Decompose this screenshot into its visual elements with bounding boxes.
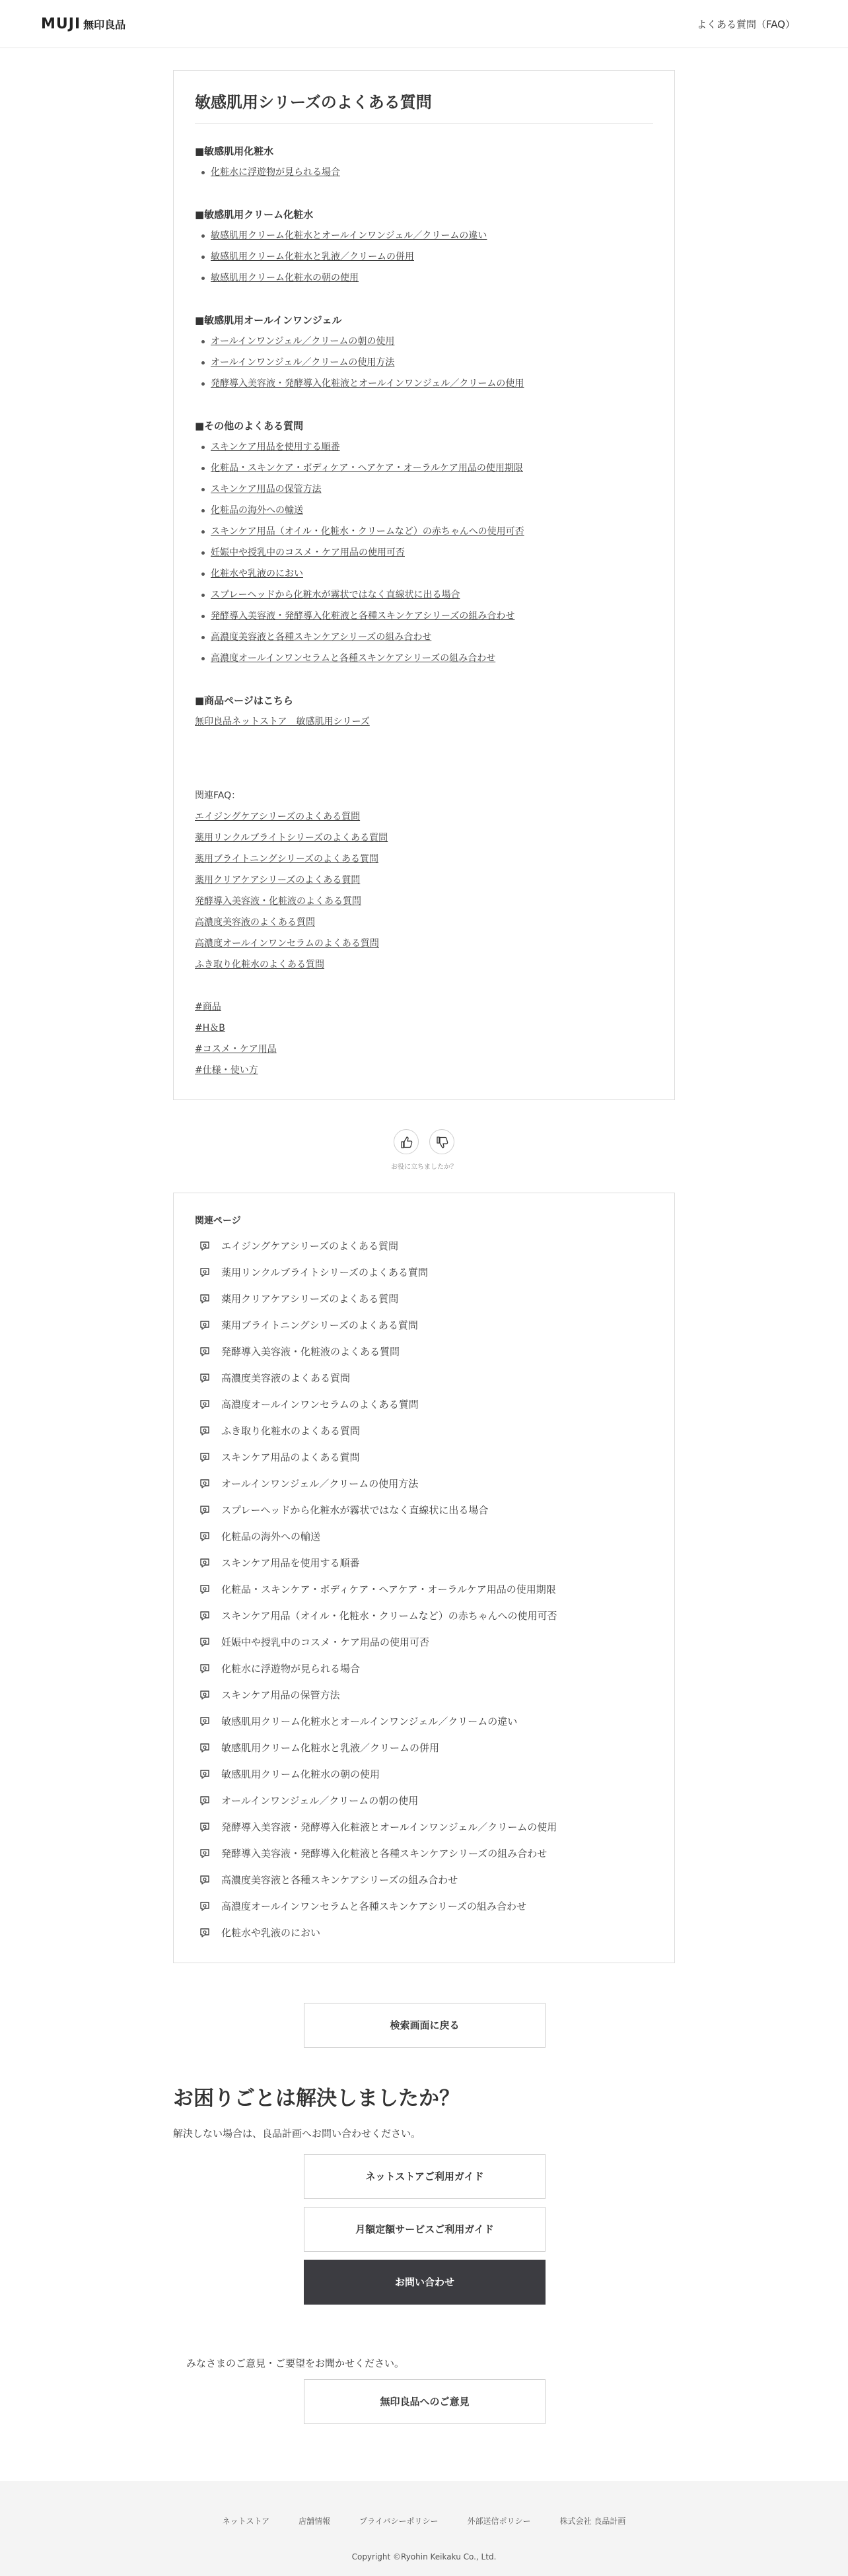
faq-list-item xyxy=(195,627,653,648)
related-page-label: 薬用ブライトニングシリーズのよくある質問 xyxy=(221,1319,418,1331)
faq-list-item xyxy=(195,479,653,500)
related-faq-link[interactable]: 高濃度美容液のよくある質問 xyxy=(195,917,315,928)
related-page-item[interactable] xyxy=(195,1655,653,1682)
related-page-item[interactable] xyxy=(195,1391,653,1418)
q-bubble-icon xyxy=(199,1399,211,1410)
faq-list-item xyxy=(195,436,653,458)
related-page-item[interactable] xyxy=(195,1603,653,1629)
related-page-label: 発酵導入美容液・化粧液のよくある質問 xyxy=(221,1346,400,1358)
tag-link[interactable]: #商品 xyxy=(195,1002,221,1012)
faq-list-item xyxy=(195,521,653,542)
tag-link[interactable]: #仕様・使い方 xyxy=(195,1065,258,1076)
related-page-label: 妊娠中や授乳中のコスメ・ケア用品の使用可否 xyxy=(221,1636,430,1648)
q-bubble-icon xyxy=(199,1848,211,1860)
footer-link[interactable]: 外部送信ポリシー xyxy=(467,2517,531,2526)
faq-question-link[interactable]: 化粧品の海外への輸送 xyxy=(211,505,303,516)
faq-list-item xyxy=(195,162,653,183)
related-faq-block xyxy=(195,785,653,975)
contact-button[interactable]: お問い合わせ xyxy=(304,2260,546,2305)
tag-link[interactable]: #H＆B xyxy=(195,1023,225,1033)
opinion-button[interactable]: 無印良品へのご意見 xyxy=(304,2379,546,2424)
svg-text:Q: Q xyxy=(203,1454,207,1460)
footer-links xyxy=(0,2515,848,2526)
faq-list-item xyxy=(195,563,653,584)
faq-question-link[interactable]: 化粧水や乳液のにおい xyxy=(211,569,303,579)
svg-text:Q: Q xyxy=(203,1877,207,1883)
faq-question-link[interactable]: 高濃度オールインワンセラムと各種スキンケアシリーズの組み合わせ xyxy=(211,653,496,664)
related-page-item[interactable] xyxy=(195,1471,653,1497)
svg-text:Q: Q xyxy=(203,1296,207,1302)
related-page-label: 敏感肌用クリーム化粧水の朝の使用 xyxy=(221,1768,380,1780)
faq-list-item xyxy=(195,267,653,289)
related-faq-link[interactable]: 薬用リンクルブライトシリーズのよくある質問 xyxy=(195,833,388,843)
related-page-label: 高濃度オールインワンセラムと各種スキンケアシリーズの組み合わせ xyxy=(221,1900,527,1912)
q-bubble-icon xyxy=(199,1240,211,1252)
faq-question-link[interactable]: 高濃度美容液と各種スキンケアシリーズの組み合わせ xyxy=(211,632,432,643)
faq-question-link[interactable]: オールインワンジェル／クリームの使用方法 xyxy=(211,357,395,368)
related-page-item[interactable] xyxy=(195,1312,653,1339)
q-bubble-icon xyxy=(199,1346,211,1358)
thumbs-down-icon xyxy=(436,1136,449,1149)
q-bubble-icon xyxy=(199,1293,211,1305)
q-bubble-icon xyxy=(199,1768,211,1780)
related-page-item[interactable] xyxy=(195,1682,653,1708)
footer-link[interactable]: プライバシーポリシー xyxy=(359,2517,439,2526)
related-page-item[interactable] xyxy=(195,1259,653,1286)
related-page-label: 薬用クリアケアシリーズのよくある質問 xyxy=(221,1293,399,1305)
svg-text:Q: Q xyxy=(203,1824,207,1830)
faq-list-item xyxy=(195,606,653,627)
q-bubble-icon xyxy=(199,1900,211,1912)
related-page-item[interactable] xyxy=(195,1788,653,1814)
related-page-item[interactable] xyxy=(195,1867,653,1893)
related-pages-card xyxy=(173,1193,675,1963)
resolve-subtitle: 解決しない場合は、良品計画へお問い合わせください。 xyxy=(173,2128,421,2140)
related-pages-list xyxy=(195,1233,653,1946)
related-page-item[interactable] xyxy=(195,1339,653,1365)
netstore-guide-button[interactable]: ネットストアご利用ガイド xyxy=(304,2154,546,2199)
faq-section-heading: ■敏感肌用クリーム化粧水 xyxy=(195,209,314,221)
faq-question-link[interactable]: スプレーヘッドから化粧水が霧状ではなく直線状に出る場合 xyxy=(211,590,460,600)
faq-list-item xyxy=(195,500,653,521)
related-page-item[interactable] xyxy=(195,1550,653,1576)
faq-section xyxy=(195,310,653,394)
related-faq-link[interactable]: 高濃度オールインワンセラムのよくある質問 xyxy=(195,938,379,949)
copyright: Copyright ©Ryohin Keikaku Co., Ltd. xyxy=(351,2552,497,2561)
svg-text:Q: Q xyxy=(203,1586,207,1592)
faq-question-link[interactable]: スキンケア用品を使用する順番 xyxy=(211,442,340,452)
faq-list-item xyxy=(195,246,653,267)
related-faq-link[interactable]: 発酵導入美容液・化粧液のよくある質問 xyxy=(195,896,361,907)
related-faq-link[interactable]: ふき取り化粧水のよくある質問 xyxy=(195,959,324,970)
related-page-item[interactable] xyxy=(195,1840,653,1867)
faq-sections xyxy=(195,141,653,669)
svg-text:Q: Q xyxy=(203,1692,207,1698)
faq-article-card xyxy=(173,70,675,1100)
svg-text:Q: Q xyxy=(203,1348,207,1354)
faq-section-heading: ■敏感肌用化粧水 xyxy=(195,145,274,157)
related-page-label: 化粧水に浮遊物が見られる場合 xyxy=(221,1663,361,1675)
product-heading: ■商品ページはこちら xyxy=(195,695,293,707)
back-to-search-button[interactable]: 検索画面に戻る xyxy=(304,2003,546,2048)
faq-header-link[interactable]: よくある質問（FAQ） xyxy=(696,18,795,30)
related-faq-link[interactable]: 薬用ブライトニングシリーズのよくある質問 xyxy=(195,854,379,864)
subscription-guide-button[interactable]: 月額定額サービスご利用ガイド xyxy=(304,2207,546,2252)
related-page-label: 高濃度美容液と各種スキンケアシリーズの組み合わせ xyxy=(221,1874,458,1886)
svg-text:Q: Q xyxy=(203,1718,207,1724)
related-page-label: オールインワンジェル／クリームの使用方法 xyxy=(221,1478,419,1490)
faq-list-item xyxy=(195,225,653,246)
q-bubble-icon xyxy=(199,1584,211,1595)
feedback-area xyxy=(0,1129,848,1175)
related-page-item[interactable] xyxy=(195,1233,653,1259)
q-bubble-icon xyxy=(199,1267,211,1278)
svg-text:Q: Q xyxy=(203,1269,207,1275)
svg-text:Q: Q xyxy=(203,1401,207,1407)
faq-section-list xyxy=(195,225,653,289)
q-bubble-icon xyxy=(199,1319,211,1331)
svg-text:Q: Q xyxy=(203,1322,207,1328)
svg-text:Q: Q xyxy=(203,1375,207,1381)
faq-section-heading: ■その他のよくある質問 xyxy=(195,420,304,432)
q-bubble-icon xyxy=(199,1636,211,1648)
related-page-label: ふき取り化粧水のよくある質問 xyxy=(221,1425,361,1437)
q-bubble-icon xyxy=(199,1425,211,1437)
faq-question-link[interactable]: スキンケア用品（オイル・化粧水・クリームなど）の赤ちゃんへの使用可否 xyxy=(211,526,524,537)
related-page-label: 化粧水や乳液のにおい xyxy=(221,1927,321,1939)
resolve-title: お困りごとは解決しましたか？ xyxy=(173,2087,460,2110)
faq-list-item xyxy=(195,458,653,479)
q-bubble-icon xyxy=(199,1689,211,1701)
q-bubble-icon xyxy=(199,1716,211,1727)
related-page-label: 薬用リンクルブライトシリーズのよくある質問 xyxy=(221,1267,429,1278)
q-bubble-icon xyxy=(199,1504,211,1516)
faq-question-link[interactable]: 敏感肌用クリーム化粧水と乳液／クリームの併用 xyxy=(211,252,414,262)
related-page-label: エイジングケアシリーズのよくある質問 xyxy=(221,1240,398,1252)
svg-text:Q: Q xyxy=(203,1428,207,1434)
svg-text:Q: Q xyxy=(203,1771,207,1777)
tag-link[interactable]: #コスメ・ケア用品 xyxy=(195,1044,277,1055)
faq-question-link[interactable]: 妊娠中や授乳中のコスメ・ケア用品の使用可否 xyxy=(211,547,405,558)
faq-question-link[interactable]: 敏感肌用クリーム化粧水の朝の使用 xyxy=(211,273,359,283)
product-page-link[interactable]: 無印良品ネットストア 敏感肌用シリーズ xyxy=(195,716,370,727)
faq-list-item xyxy=(195,352,653,373)
related-page-label: スプレーヘッドから化粧水が霧状ではなく直線状に出る場合 xyxy=(221,1504,489,1516)
related-page-label: スキンケア用品を使用する順番 xyxy=(221,1557,360,1569)
feedback-label: お役に立ちましたか？ xyxy=(391,1164,457,1171)
related-page-item[interactable] xyxy=(195,1286,653,1312)
related-page-item[interactable] xyxy=(195,1497,653,1523)
faq-section xyxy=(195,415,653,669)
faq-section-list xyxy=(195,436,653,669)
svg-text:Q: Q xyxy=(203,1560,207,1566)
related-page-label: 高濃度オールインワンセラムのよくある質問 xyxy=(221,1399,419,1410)
related-page-label: 発酵導入美容液・発酵導入化粧液とオールインワンジェル／クリームの使用 xyxy=(221,1821,557,1833)
q-bubble-icon xyxy=(199,1927,211,1939)
related-page-label: 化粧品の海外への輸送 xyxy=(221,1531,321,1543)
footer-link[interactable]: 株式会社 良品計画 xyxy=(559,2517,626,2526)
svg-text:Q: Q xyxy=(203,1480,207,1486)
faq-section xyxy=(195,141,653,183)
related-page-item[interactable] xyxy=(195,1576,653,1603)
svg-text:Q: Q xyxy=(203,1797,207,1803)
faq-list-item xyxy=(195,331,653,352)
q-bubble-icon xyxy=(199,1795,211,1807)
faq-question-link[interactable]: 化粧水に浮遊物が見られる場合 xyxy=(211,167,340,178)
faq-list-item xyxy=(195,648,653,669)
q-bubble-icon xyxy=(199,1478,211,1490)
svg-text:Q: Q xyxy=(203,1903,207,1909)
related-page-label: スキンケア用品（オイル・化粧水・クリームなど）の赤ちゃんへの使用可否 xyxy=(221,1610,557,1622)
related-page-label: スキンケア用品の保管方法 xyxy=(221,1689,340,1701)
svg-text:Q: Q xyxy=(203,1507,207,1513)
related-page-item[interactable] xyxy=(195,1761,653,1788)
faq-question-link[interactable]: 化粧品・スキンケア・ボディケア・ヘアケア・オーラルケア用品の使用期限 xyxy=(211,463,523,473)
faq-question-link[interactable]: 発酵導入美容液・発酵導入化粧液とオールインワンジェル／クリームの使用 xyxy=(211,378,524,389)
logo-text: MUJI xyxy=(41,16,81,32)
site-header xyxy=(0,0,848,48)
related-page-label: 敏感肌用クリーム化粧水と乳液／クリームの併用 xyxy=(221,1742,440,1754)
related-page-item[interactable] xyxy=(195,1708,653,1735)
related-page-item[interactable] xyxy=(195,1418,653,1444)
thumbs-down-button[interactable] xyxy=(429,1129,454,1154)
related-faq-link[interactable]: エイジングケアシリーズのよくある質問 xyxy=(195,812,361,822)
tag-links xyxy=(195,996,653,1081)
thumbs-up-icon xyxy=(400,1136,413,1149)
related-page-item[interactable] xyxy=(195,1814,653,1840)
opinion-text: みなさまのご意見・ご要望をお聞かせください。 xyxy=(186,2357,405,2369)
svg-text:Q: Q xyxy=(203,1613,207,1619)
related-faq-link[interactable]: 薬用クリアケアシリーズのよくある質問 xyxy=(195,875,361,886)
related-page-label: 高濃度美容液のよくある質問 xyxy=(221,1372,351,1384)
faq-question-link[interactable]: オールインワンジェル／クリームの朝の使用 xyxy=(211,336,395,347)
q-bubble-icon xyxy=(199,1821,211,1833)
svg-text:Q: Q xyxy=(203,1850,207,1856)
q-bubble-icon xyxy=(199,1742,211,1754)
faq-section xyxy=(195,204,653,289)
faq-title: 敏感肌用シリーズのよくある質問 xyxy=(195,89,653,123)
faq-question-link[interactable]: スキンケア用品の保管方法 xyxy=(211,484,322,495)
svg-text:Q: Q xyxy=(203,1243,207,1249)
footer-link[interactable]: ネットストア xyxy=(222,2517,270,2526)
faq-section-list xyxy=(195,162,653,183)
related-page-item[interactable] xyxy=(195,1365,653,1391)
related-page-label: スキンケア用品のよくある質問 xyxy=(221,1451,360,1463)
q-bubble-icon xyxy=(199,1531,211,1543)
site-footer xyxy=(0,2481,848,2576)
related-page-item[interactable] xyxy=(195,1629,653,1655)
q-bubble-icon xyxy=(199,1610,211,1622)
q-bubble-icon xyxy=(199,1663,211,1675)
related-page-label: 化粧品・スキンケア・ボディケア・ヘアケア・オーラルケア用品の使用期限 xyxy=(221,1584,556,1595)
svg-text:Q: Q xyxy=(203,1930,207,1935)
svg-text:Q: Q xyxy=(203,1665,207,1671)
related-pages-title: 関連ページ xyxy=(195,1216,241,1226)
related-page-item[interactable] xyxy=(195,1444,653,1471)
faq-list-item xyxy=(195,373,653,394)
related-faq-label: 関連FAQ： xyxy=(195,790,241,801)
faq-list-item xyxy=(195,584,653,606)
faq-section-heading: ■敏感肌用オールインワンジェル xyxy=(195,314,342,326)
related-page-item[interactable] xyxy=(195,1735,653,1761)
related-page-item[interactable] xyxy=(195,1523,653,1550)
related-page-label: 発酵導入美容液・発酵導入化粧液と各種スキンケアシリーズの組み合わせ xyxy=(221,1848,548,1860)
faq-section-list xyxy=(195,331,653,394)
related-page-item[interactable] xyxy=(195,1920,653,1946)
svg-text:Q: Q xyxy=(203,1745,207,1751)
footer-link[interactable]: 店舗情報 xyxy=(299,2517,331,2526)
q-bubble-icon xyxy=(199,1557,211,1569)
svg-text:Q: Q xyxy=(203,1639,207,1645)
related-page-label: 敏感肌用クリーム化粧水とオールインワンジェル／クリームの違い xyxy=(221,1716,518,1727)
related-page-item[interactable] xyxy=(195,1893,653,1920)
faq-list-item xyxy=(195,542,653,563)
svg-text:Q: Q xyxy=(203,1533,207,1539)
faq-question-link[interactable]: 敏感肌用クリーム化粧水とオールインワンジェル／クリームの違い xyxy=(211,230,487,241)
q-bubble-icon xyxy=(199,1874,211,1886)
q-bubble-icon xyxy=(199,1451,211,1463)
q-bubble-icon xyxy=(199,1372,211,1384)
muji-logo[interactable] xyxy=(41,16,125,32)
logo-text-jp: 無印良品 xyxy=(83,18,126,31)
faq-question-link[interactable]: 発酵導入美容液・発酵導入化粧液と各種スキンケアシリーズの組み合わせ xyxy=(211,611,515,621)
related-faq-links xyxy=(195,806,653,975)
related-page-label: オールインワンジェル／クリームの朝の使用 xyxy=(221,1795,419,1807)
product-section xyxy=(195,690,653,732)
thumbs-up-button[interactable] xyxy=(394,1129,419,1154)
